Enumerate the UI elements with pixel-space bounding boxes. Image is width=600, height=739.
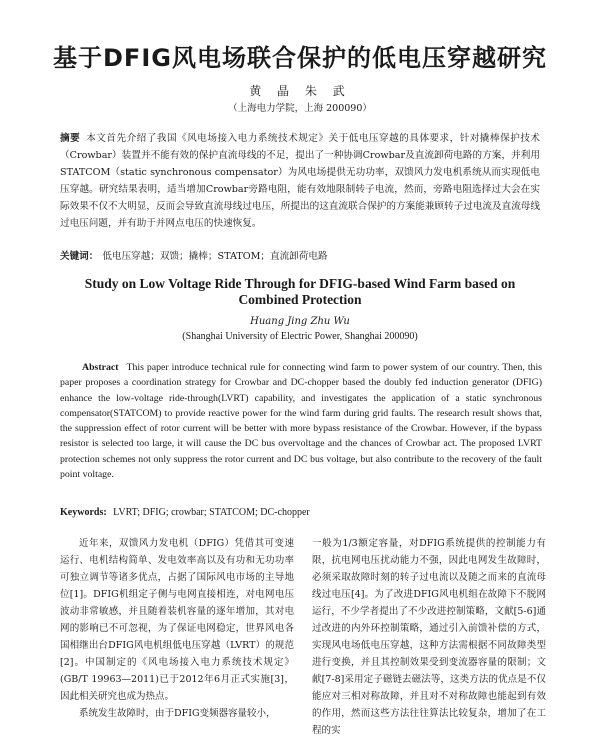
affiliation-en: (Shanghai University of Electric Power, Shanghai 200090) [182,331,418,342]
keywords-cn [60,248,540,262]
body-column-left [60,535,294,722]
keywords-en [60,507,540,518]
authors-cn: 黄 晶 朱 武 [249,84,351,98]
keywords-en-label: Keywords: [60,507,107,518]
abstract-en-text: This paper introduce technical rule for connecting wind farm to power system of our country. Then, this paper proposes a coordination strategy for Crowbar and DC-chopper based the doubly fed induction generator (DFIG) enhance the low-voltage ride-through(LVRT) capability, and investigates the application of a static synchronous compensator(STATCOM) to provide reactive power for the wind farm during grid faults. The research result shows that, the suppression effect of rotor current will be better with more bypass resistance of the Crowbar. However, if the bypass resistor is selected too large, it will cause the DC bus overvoltage and the chances of Crowbar act. The proposed LVRT protection schemes not only suppress the rotor current and DC bus voltage, but also contribute to the recovery of the fault point voltage. [60,362,542,481]
body-paragraph: 一般为1/3额定容量，对DFIG系统提供的控制能力有限，抗电网电压扰动能力不强，因此电网发生故障时，必须采取故障时刻的转子过电流以及随之而来的直流母线过电压[4]。为了改进DFIG风电机组在故障下不脱网运行，不少学者提出了不少改进控制策略，文献[5-6]通过改进的内外环控制策略，通过引入前馈补偿的方式，实现风电场低电压穿越，这种方法需根据不同故障类型进行变换，并且其控制效果受到变流器容量的限制；文献[7-8]采用定子磁链去磁法等，这类方法的优点是不仅能应对三相对称故障，并且对不对称故障也能起到有效的作用，然而这些方法往往算法比较复杂，增加了在工程的实 [312,538,546,736]
body-paragraph: 近年来，双馈风力发电机（DFIG）凭借其可变速运行、电机结构简单、发电效率高以及有功和无功功率可独立调节等诸多优点，占据了国际风电市场的主导地位[1]。DFIG机组定子侧与电网直接相连，对电网电压波动非常敏感，并且随着装机容量的逐年增加，其对电网的影响已不可忽视，为了保证电网稳定，世界风电各国相继出台DFIG风电机组低电压穿越（LVRT）的规范[2]。中国制定的《风电场接入电力系统技术规定》(GB/T 19963—2011)已于2012年6月正式实施[3]，因此相关研究也成为热点。 [60,538,294,702]
abstract-cn-text: 本文首先介绍了我国《风电场接入电力系统技术规定》关于低电压穿越的具体要求，针对撬棒保护技术（Crowbar）装置并不能有效的保护直流母线的不足，提出了一种协调Crowbar及直流卸荷电路的方案，并利用STATCOM（static synchronous compensator）为风电场提供无功功率，双馈风力发电机系统从而实现低电压穿越。研究结果表明，适当增加Crowbar旁路电阻，能有效地限制转子电流，然而，旁路电阻选择过大会在实际效果不仅不大明显，反而会导致直流母线过电压，所提出的这直流联合保护的方案能兼顾转子过电流及直流母线过电压问题，并有助于并网点电压的快速恢复。 [60,133,541,229]
abstract-en [60,360,542,482]
title-en: Study on Low Voltage Ride Through for DFIG-based Wind Farm based on Combined Protection [84,276,516,307]
abstract-cn [60,130,540,232]
body-paragraph: 系统发生故障时，由于DFIG变频器容量较小， [79,708,276,719]
abstract-en-label: Abstract [82,362,119,373]
authors-en: Huang Jing Zhu Wu [250,316,350,327]
keywords-cn-text: 低电压穿越；双馈；撬棒；STATOM；直流卸荷电路 [102,251,328,262]
keywords-en-text: LVRT; DFIG; crowbar; STATCOM; DC-chopper [113,507,310,518]
body-column-right [312,535,546,739]
keywords-cn-label: 关键词： [60,251,99,262]
affiliation-cn: （上海电力学院，上海 200090） [228,103,372,114]
title-cn: 基于DFIG风电场联合保护的低电压穿越研究 [53,44,547,72]
abstract-cn-label: 摘要 [60,133,81,144]
